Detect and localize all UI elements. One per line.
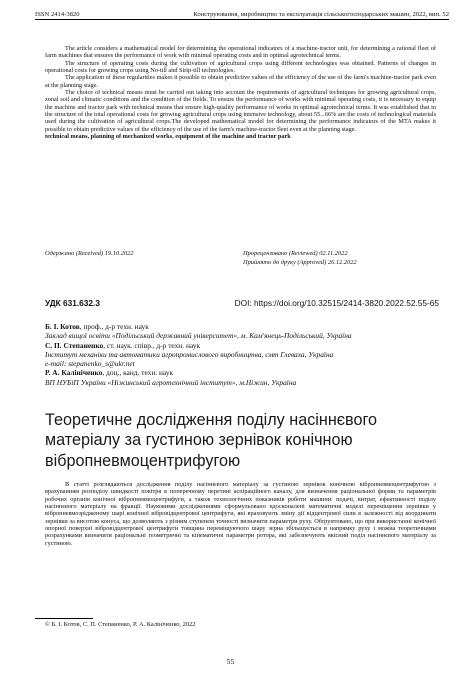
author-block xyxy=(45,322,436,387)
author-name: Р. А. Калініченко xyxy=(45,368,103,378)
reviewed-date: Прорецензовано (Reviewed) 02.11.2022 xyxy=(243,250,348,257)
author-degree: , доц., канд. техн. наук xyxy=(102,368,174,378)
page-number: 55 xyxy=(226,657,235,666)
abstract-ua-paragraph: В статті розглядаються дослідження поділу насіннєвого матеріалу за густиною зернівок конічною вібропневмоцентрифугою з врахуванням розподілу швидкості повітря в поперечному перетині аспіраційного каналу, для визначення раціональної форми та параметрів робочих органів конічної вібропневмоцентрифуги, а також технологічних показників роботи машини: подачі, витрат, ефективності поділу насіннєвого матеріалу на фракції. Науковими дослідженнями сформульовано вдосконалені математичні моделі переміщення зернівки у вібропневмозрідженому шарі конічної вібровідцентрової центрифуги, які враховують зміну дії відцентрової сили в залежності від координати зернівки за висотою конуса, що дозволяють з різним ступенем точності визначити параметри руху. Обґрунтовано, що при використанні конічної опорної поверхні вібровідцентрової центрифуги товщина переміщуючого шару зерна збільшується в напрямку руху і можна теоретичними розрахунками визначити раціональні геометричні та кінематичні параметри ротора, які забезпечують якісний поділ насіннєвого матеріалу за густиною. xyxy=(45,481,436,547)
keywords-en: technical means, planning of mechanized works, equipment of the machine and tractor park xyxy=(45,133,291,141)
author-name: С. П. Степаненко xyxy=(45,340,104,350)
approved-date: Прийнято до друку (Approved) 26.12.2022 xyxy=(243,258,357,266)
footnote-divider xyxy=(35,618,93,619)
review-dates xyxy=(243,250,357,267)
english-abstract xyxy=(45,45,436,140)
copyright-notice: © Б. І. Котов, С. П. Степаненко, Р. А. Калініченко, 2022 xyxy=(45,621,196,628)
author-line xyxy=(45,368,436,377)
abstract-en-paragraph: The article considers a mathematical model for determining the operational indicators of a machine-tractor unit, for determining a rational fleet of farm machines that ensures the performance of work with minimal operating costs and in optimal agrotechnical terms. xyxy=(45,45,436,60)
author-affiliation: ВП НУБіП України «Ніжинський агротехнічний інститут», м.Ніжин, Україна xyxy=(45,377,297,387)
author-degree: , ст. наук. співр., д-р техн. наук xyxy=(103,340,201,350)
author-name: Б. І. Котов xyxy=(45,322,80,331)
doi-link[interactable]: DOI: https://doi.org/10.32515/2414-3820.2022.52.55-65 xyxy=(234,298,439,308)
author-degree: , проф., д-р техн. наук xyxy=(79,322,149,331)
author-affiliation: Заклад вищої освіти «Подільський державний університет», м. Кам'янець-Подільський, Україна xyxy=(45,331,352,341)
issn: ISSN 2414-3820 xyxy=(35,11,80,18)
journal-title: Конструювання, виробництво та експлуатація сільськогосподарських машин, 2022, вип. 52 xyxy=(193,11,449,18)
abstract-en-paragraph: The structure of operating costs during the cultivation of agricultural crops using different technologies was obtained. Patterns of changes in operational costs for growing crops using No-till and Strip-till technologies. xyxy=(45,59,436,75)
udc-doi-row xyxy=(45,298,439,308)
author-email[interactable]: e-mail: stepanenko_s@ukr.net xyxy=(45,359,135,369)
abstract-en-paragraph: The choice of technical means must be carried out taking into account the requirements of agricultural techniques for growing agricultural crops, zonal soil and climatic conditions and the condition of the fields. To ensure the performance of works with minimal operating costs, it is necessary to equip the machine and tractor park with technical means that ensure high-quality performance of works in optimal agrotechnical terms. It was established that in the structure of the total operational costs for growing agricultural crops using intensive technology, about 55...66% are the costs of technological materials used during the cultivation of agricultural crops.The developed mathematical model for determining the performance indicators of the MTA makes it possible to obtain predictive values of the efficiency of the use of the farm's machine-tractor fleet even at the planning stage. xyxy=(45,89,436,133)
author-line xyxy=(45,341,436,350)
abstract-en-paragraph: The application of these regularities makes it possible to obtain predictive values of the efficiency of the use of the farm's machine-tractor park even at the planning stage. xyxy=(45,74,436,89)
author-line xyxy=(45,322,436,331)
author-affiliation: Інститут механіки та автоматики агропромислового виробництва, смт Глеваха, Україна xyxy=(45,349,334,359)
received-date: Одержано (Received) 19.10.2022 xyxy=(45,250,134,257)
udc-code: УДК 631.632.3 xyxy=(45,298,100,308)
article-title: Теоретичне дослідження поділу насіннєвого матеріалу за густиною зернівок конічною вібропневмоцентрифугою xyxy=(45,411,378,470)
ukrainian-abstract xyxy=(45,481,436,547)
running-header xyxy=(35,4,449,20)
